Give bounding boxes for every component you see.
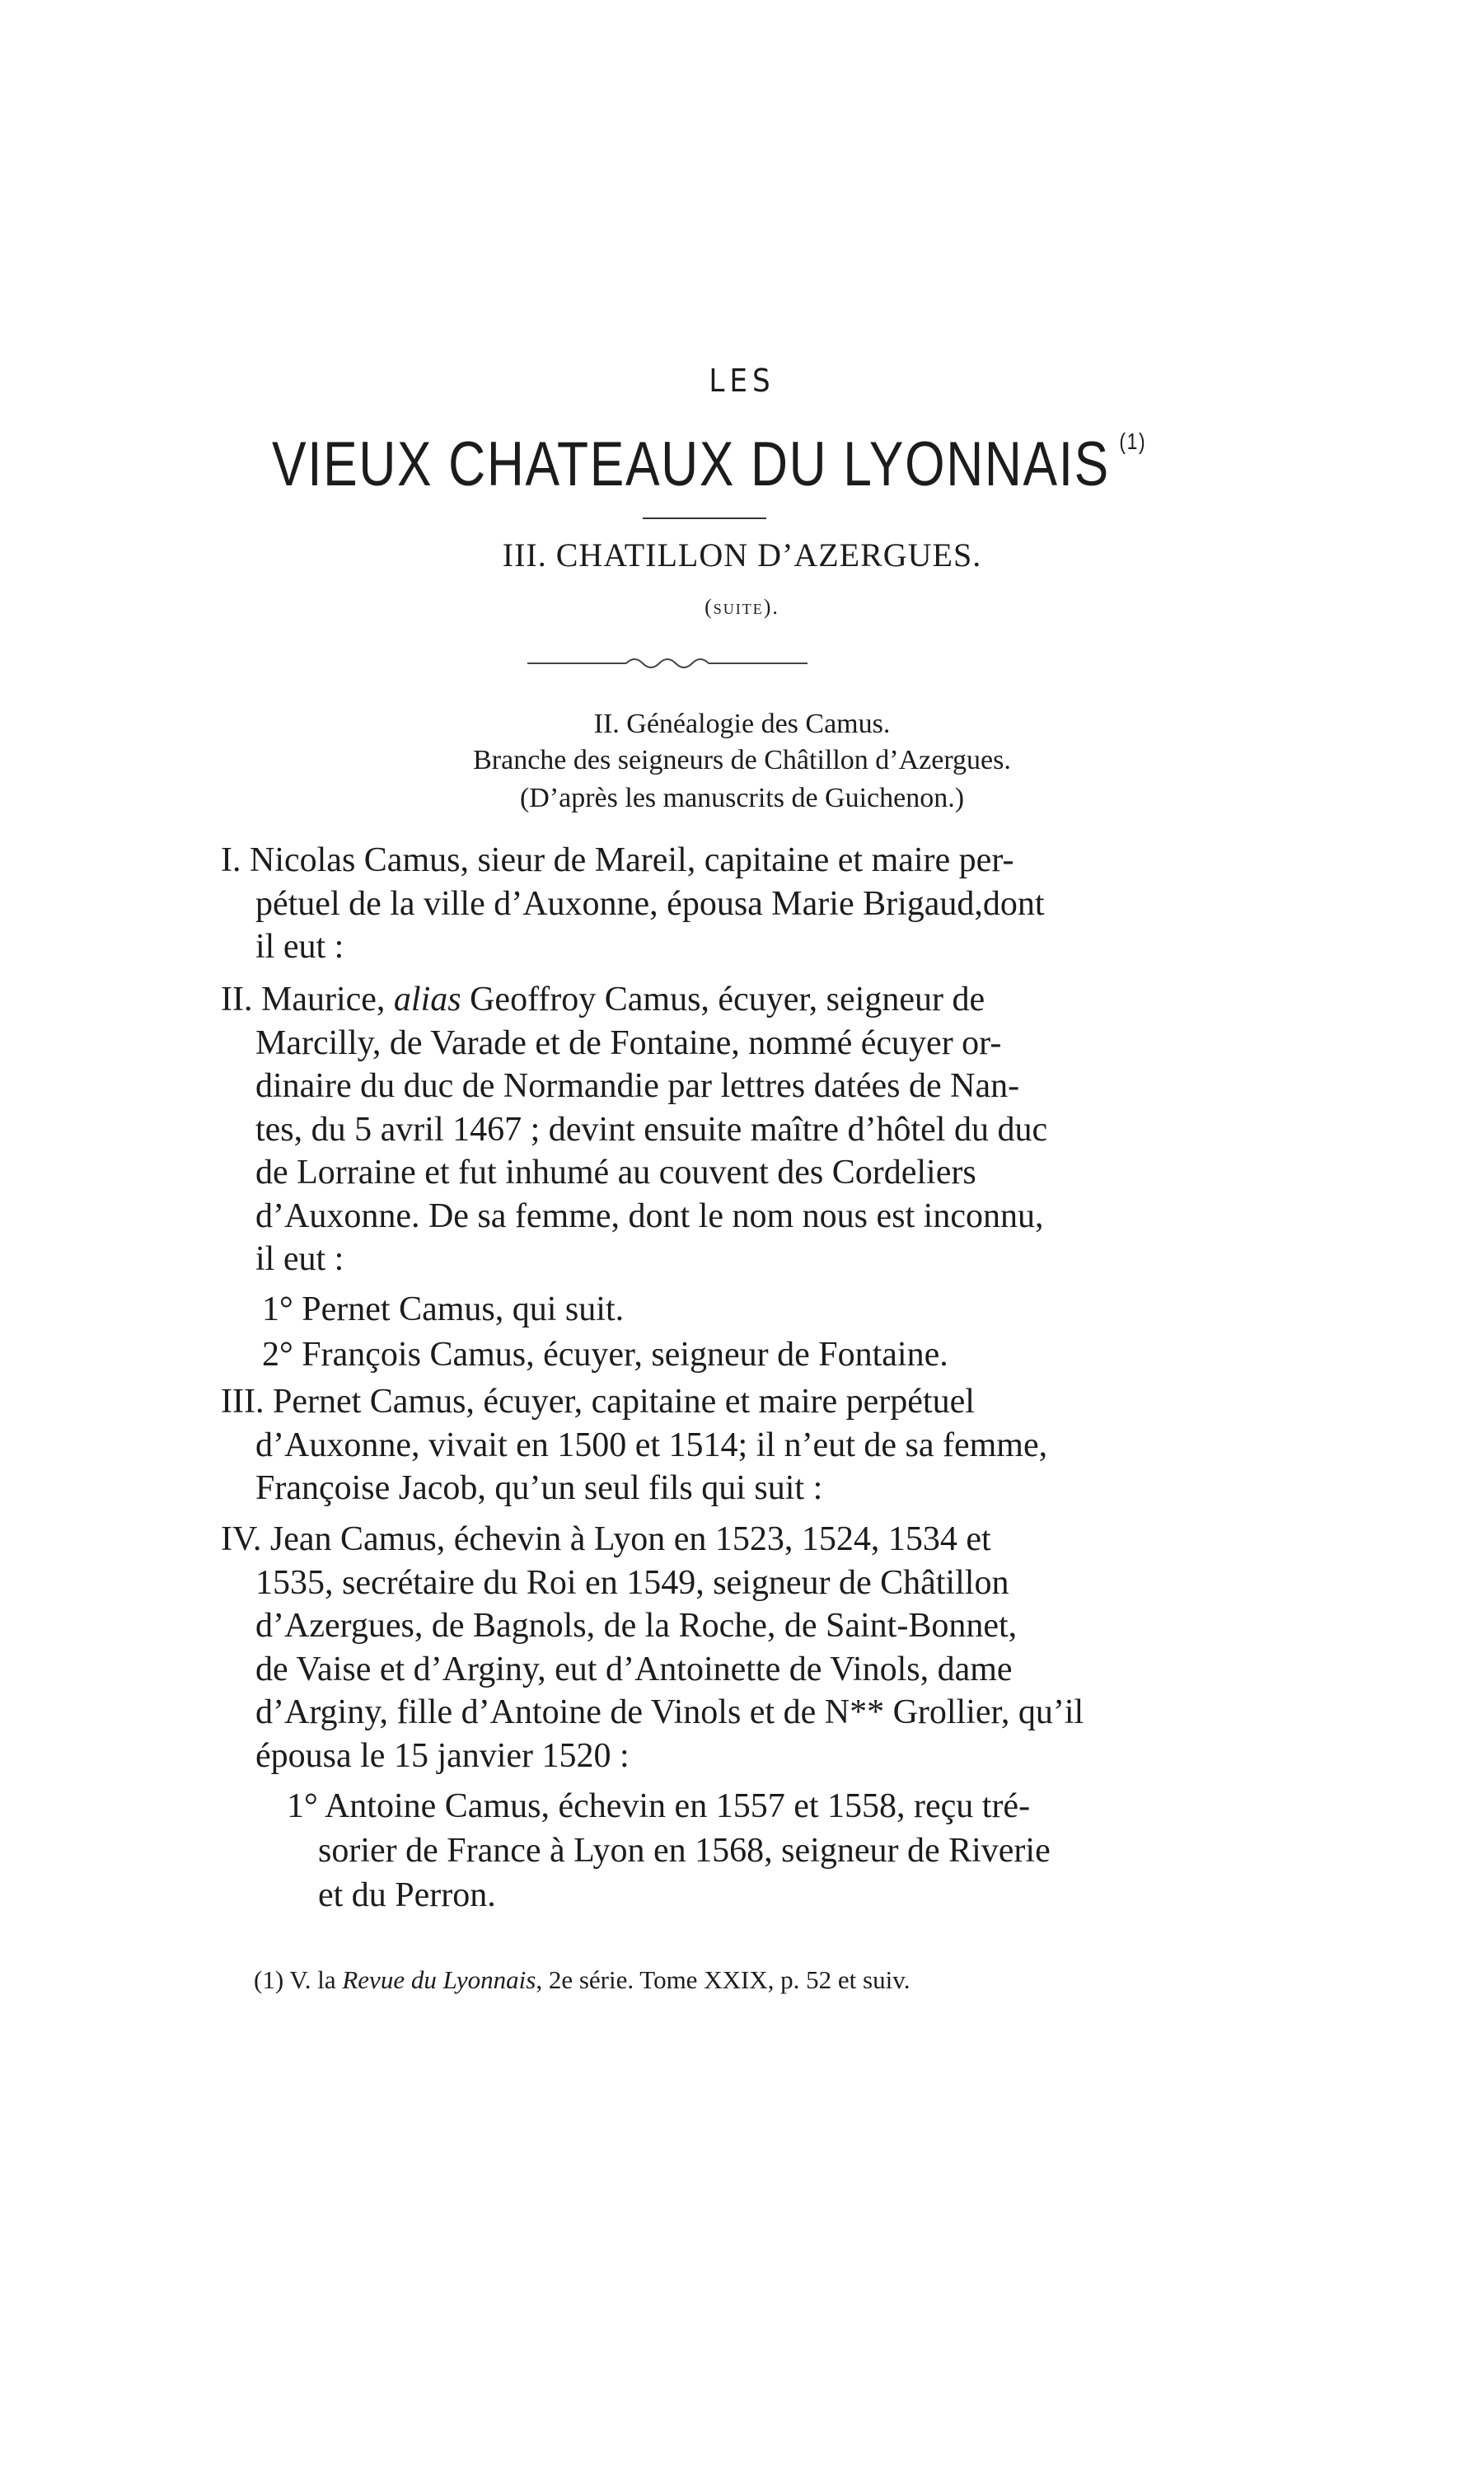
entry-line: IV. Jean Camus, échevin à Lyon en 1523, 1524, 1534 et bbox=[221, 1520, 991, 1558]
child-item: 1° Antoine Camus, échevin en 1557 et 1558, reçu tré- bbox=[287, 1787, 1031, 1825]
footnote-text: (1) V. la bbox=[254, 1965, 343, 1994]
entry-line: pétuel de la ville d’Auxonne, épousa Marie Brigaud,dont bbox=[255, 884, 1045, 923]
entry-line: de Lorraine et fut inhumé au couvent des Cordeliers bbox=[255, 1154, 976, 1192]
entry-line: épousa le 15 janvier 1520 : bbox=[255, 1736, 630, 1775]
entry-i bbox=[221, 839, 1109, 969]
entry-line: d’Auxonne, vivait en 1500 et 1514; il n’eut de sa femme, bbox=[255, 1426, 1048, 1464]
page-title-text: VIEUX CHATEAUX DU LYONNAIS bbox=[272, 429, 1110, 499]
entry-line: III. Pernet Camus, écuyer, capitaine et maire perpétuel bbox=[221, 1383, 975, 1421]
entry-line: d’Azergues, de Bagnols, de la Roche, de Saint-Bonnet, bbox=[255, 1607, 1018, 1645]
entry-italic: alias bbox=[393, 981, 461, 1018]
chapter-subtitle: III. CHATILLON D’AZERGUES. bbox=[502, 536, 982, 574]
child-item: 2° François Camus, écuyer, seigneur de Fontaine. bbox=[262, 1336, 948, 1374]
child-item: 1° Pernet Camus, qui suit. bbox=[262, 1290, 625, 1328]
entry-line: tes, du 5 avril 1467 ; devint ensuite maître d’hôtel du duc bbox=[255, 1110, 1048, 1149]
entry-line: I. Nicolas Camus, sieur de Mareil, capitaine et maire per- bbox=[221, 841, 1014, 879]
ornament-divider bbox=[527, 651, 808, 676]
title-footnote-marker: (1) bbox=[1119, 428, 1147, 454]
entry-line: d’Arginy, fille d’Antoine de Vinols et de N** Grollier, qu’il bbox=[255, 1693, 1084, 1731]
entry-line: il eut : bbox=[255, 1240, 344, 1278]
entry-line: il eut : bbox=[255, 928, 344, 966]
entry-line bbox=[221, 978, 1109, 1022]
header-les: LES bbox=[709, 363, 775, 399]
footnote-italic: Revue du Lyonnais bbox=[342, 1965, 536, 1994]
entry-line: dinaire du duc de Normandie par lettres datées de Nan- bbox=[255, 1067, 1020, 1105]
entry-line: d’Auxonne. De sa femme, dont le nom nous est inconnu, bbox=[255, 1196, 1044, 1235]
section-source: (D’après les manuscrits de Guichenon.) bbox=[519, 783, 965, 813]
child-item-continued: sorier de France à Lyon en 1568, seigneur de Riverie bbox=[318, 1832, 1051, 1870]
child-item-continued: et du Perron. bbox=[318, 1876, 496, 1914]
suite-label: (suite). bbox=[705, 595, 779, 619]
footnote-text: , 2e série. Tome XXIX, p. 52 et suiv. bbox=[536, 1965, 911, 1994]
footnote bbox=[254, 1965, 910, 1995]
entry-ii bbox=[221, 978, 1109, 1281]
entry-iv bbox=[221, 1518, 1109, 1777]
entry-text: Geoffroy Camus, écuyer, seigneur de bbox=[461, 981, 985, 1018]
entry-line: Françoise Jacob, qu’un seul fils qui suit : bbox=[255, 1469, 823, 1507]
entry-line: de Vaise et d’Arginy, eut d’Antoinette de Vinols, dame bbox=[255, 1650, 1013, 1688]
entry-iii bbox=[221, 1380, 1109, 1510]
entry-line: 1535, secrétaire du Roi en 1549, seigneur de Châtillon bbox=[255, 1563, 1009, 1602]
section-heading: II. Généalogie des Camus. bbox=[593, 709, 891, 739]
title-rule bbox=[643, 517, 766, 519]
entry-line: Marcilly, de Varade et de Fontaine, nommé écuyer or- bbox=[255, 1023, 1002, 1062]
page-title bbox=[272, 428, 1147, 500]
section-subheading: Branche des seigneurs de Châtillon d’Azergues. bbox=[473, 745, 1011, 775]
entry-text: II. Maurice, bbox=[221, 981, 394, 1018]
